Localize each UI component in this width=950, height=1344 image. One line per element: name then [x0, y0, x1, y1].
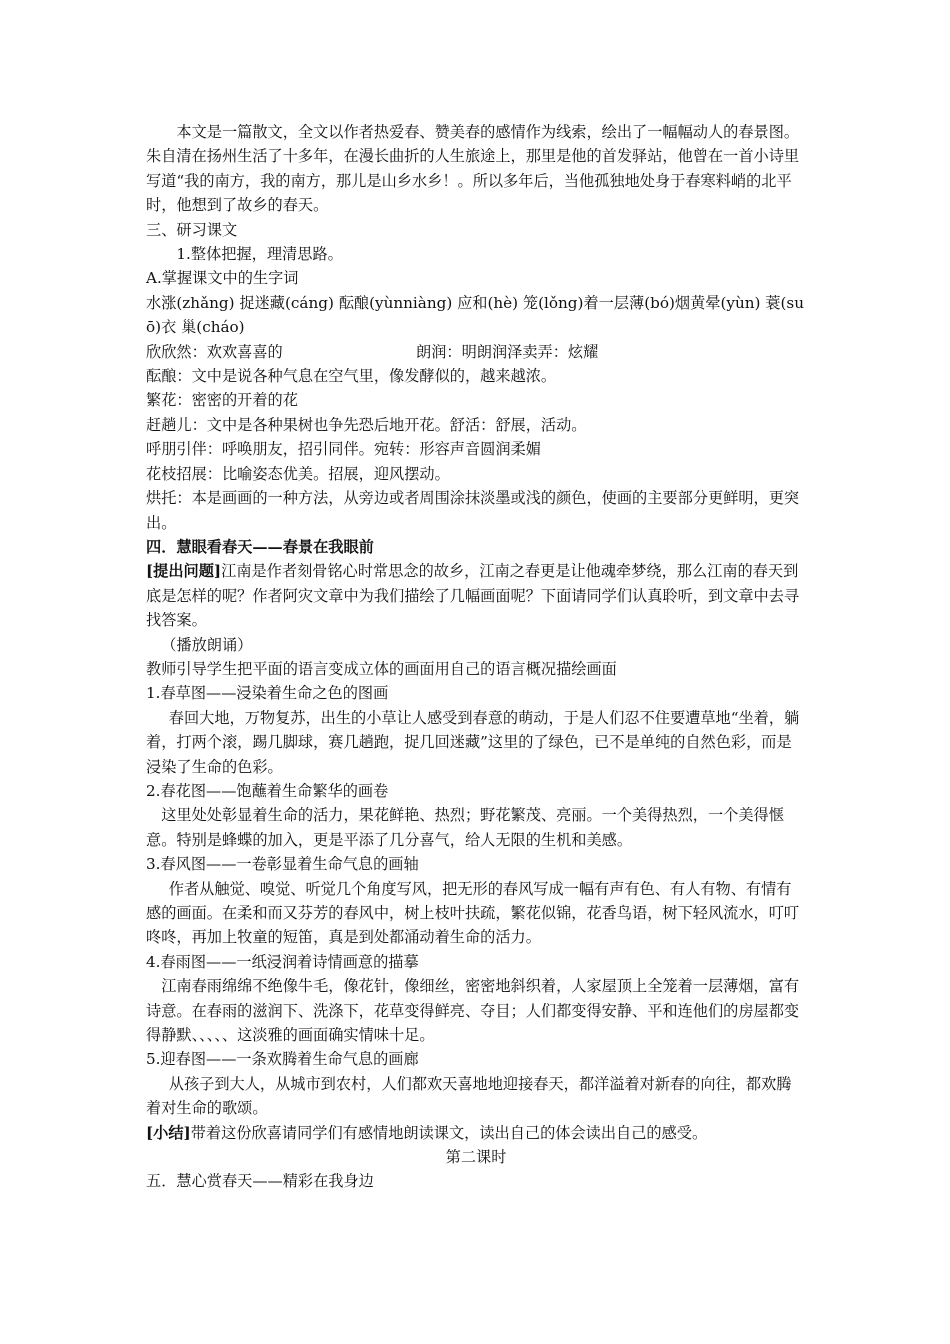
- vocab-row: [146, 340, 806, 364]
- teacher-guide: 教师引导学生把平面的语言变成立体的画面用自己的语言概况描绘画面: [146, 659, 617, 678]
- vocab-hongtuo: 烘托：本是画画的一种方法，从旁边或者周围涂抹淡墨或浅的颜色，使画的主要部分更鲜明，更突出。: [146, 489, 800, 532]
- picture-2-text: 这里处处彰显着生命的活力，果花鲜艳、热烈；野花繁茂、亮丽。一个美得热烈，一个美得惬意。特别是蜂蝶的加入，更是平添了几分喜气，给人无限的生机和美感。: [146, 806, 784, 849]
- section-heading-5: 五．慧心赏春天——精彩在我身边: [146, 1172, 374, 1191]
- question-label: [提出问题]: [146, 562, 222, 581]
- picture-1-text: 春回大地，万物复苏，出生的小草让人感受到春意的萌动，于是人们忍不住要遭草地“坐着，躺着，打两个滚，踢几脚球，赛几趟跑，捉几回迷藏”这里的了绿色，已不是单纯的自然色彩，而是浸染了生命的色彩。: [146, 708, 800, 776]
- vocab-xinxinran: 欣欣然：欢欢喜喜的: [146, 342, 283, 361]
- intro-paragraph: 本文是一篇散文，全文以作者热爱春、赞美春的感情作为线索，绘出了一幅幅动人的春景图。朱自清在扬州生活了十多年，在漫长曲折的人生旅途上，那里是他的首发驿站，他曾在一首小诗里写道“我的南方，我的南方，那儿是山乡水乡！。所以多年后，当他孤独地处身于春寒料峭的北平时，他想到了故乡的春天。: [146, 123, 800, 215]
- question-text: 江南是作者刻骨铭心时常思念的故乡，江南之春更是让他魂牵梦绕，那么江南的春天到底是怎样的呢？作者阿灾文章中为我们描绘了几幅画面呢？下面请同学们认真聆听，到文章中去寻找答案。: [146, 562, 800, 630]
- vocab-langrun: 朗润：明朗润泽卖弄：炫耀: [416, 342, 599, 361]
- section-heading-3: 三、研习课文: [146, 220, 238, 239]
- vocab-hupengyinban: 呼朋引伴：呼唤朋友，招引同伴。宛转：形容声音圆润柔媚: [146, 440, 541, 459]
- picture-4-title: 4.春雨图——一纸浸润着诗情画意的描摹: [146, 952, 419, 971]
- summary-text: 带着这份欣喜请同学们有感情地朗读课文，读出自己的体会读出自己的感受。: [190, 1123, 708, 1142]
- picture-3-text: 作者从触觉、嗅觉、听觉几个角度写风，把无形的春风写成一幅有声有色、有人有物、有情有感的画面。在柔和而又芬芳的春风中，树上枝叶扶疏，繁花似锦，花香鸟语，树下轻风流水，叮叮咚咚，再加上牧童的短笛，真是到处都涌动着生命的活力。: [146, 879, 800, 947]
- summary-paragraph: [146, 1121, 806, 1145]
- vocab-pinyin-list: 水涨(zhǎng) 捉迷藏(cáng) 酝酿(yùnniàng) 应和(hè) 笼(lǒng)着一层薄(bó)烟黄晕(yùn) 蓑(suō)衣 巢(cháo): [146, 293, 804, 337]
- second-lesson-heading: 第二课时: [445, 1148, 507, 1167]
- vocab-fanhua: 繁花：密密的开着的花: [146, 391, 298, 410]
- picture-5-title: 5.迎春图——一条欢腾着生命气息的画廊: [146, 1050, 419, 1069]
- subheading-overall: 1.整体把握，理清思路。: [176, 245, 343, 264]
- vocab-gantanger: 赶趟儿：文中是各种果树也争先恐后地开花。舒活：舒展，活动。: [146, 415, 587, 434]
- picture-1-title: 1.春草图——浸染着生命之色的图画: [146, 684, 389, 703]
- vocab-huazhizhaozhan: 花枝招展：比喻姿态优美。招展，迎风摆动。: [146, 464, 450, 483]
- document-page: [146, 120, 806, 1194]
- vocab-heading: A.掌握课文中的生字词: [146, 269, 299, 288]
- question-paragraph: [146, 559, 806, 632]
- picture-2-title: 2.春花图——饱蘸着生命繁华的画卷: [146, 781, 389, 800]
- picture-5-text: 从孩子到大人，从城市到农村，人们都欢天喜地地迎接春天，都洋溢着对新春的向往，都欢腾着对生命的歌颂。: [146, 1074, 792, 1118]
- picture-4-text: 江南春雨绵绵不绝像牛毛，像花针，像细丝，密密地斜织着，人家屋顶上全笼着一层薄烟，富有诗意。在春雨的滋润下、洗涤下，花草变得鲜亮、夺目；人们都变得安静、平和连他们的房屋都变得静默、、、、、这淡雅的画面确实情味十足。: [146, 977, 800, 1045]
- vocab-yunniang: 酝酿：文中是说各种气息在空气里，像发酵似的，越来越浓。: [146, 367, 557, 386]
- section-heading-4: 四．慧眼看春天——春景在我眼前: [146, 537, 374, 556]
- summary-label: [小结]: [146, 1123, 191, 1142]
- picture-3-title: 3.春风图——一卷彰显着生命气息的画轴: [146, 855, 419, 874]
- play-recitation: （播放朗诵）: [161, 635, 253, 654]
